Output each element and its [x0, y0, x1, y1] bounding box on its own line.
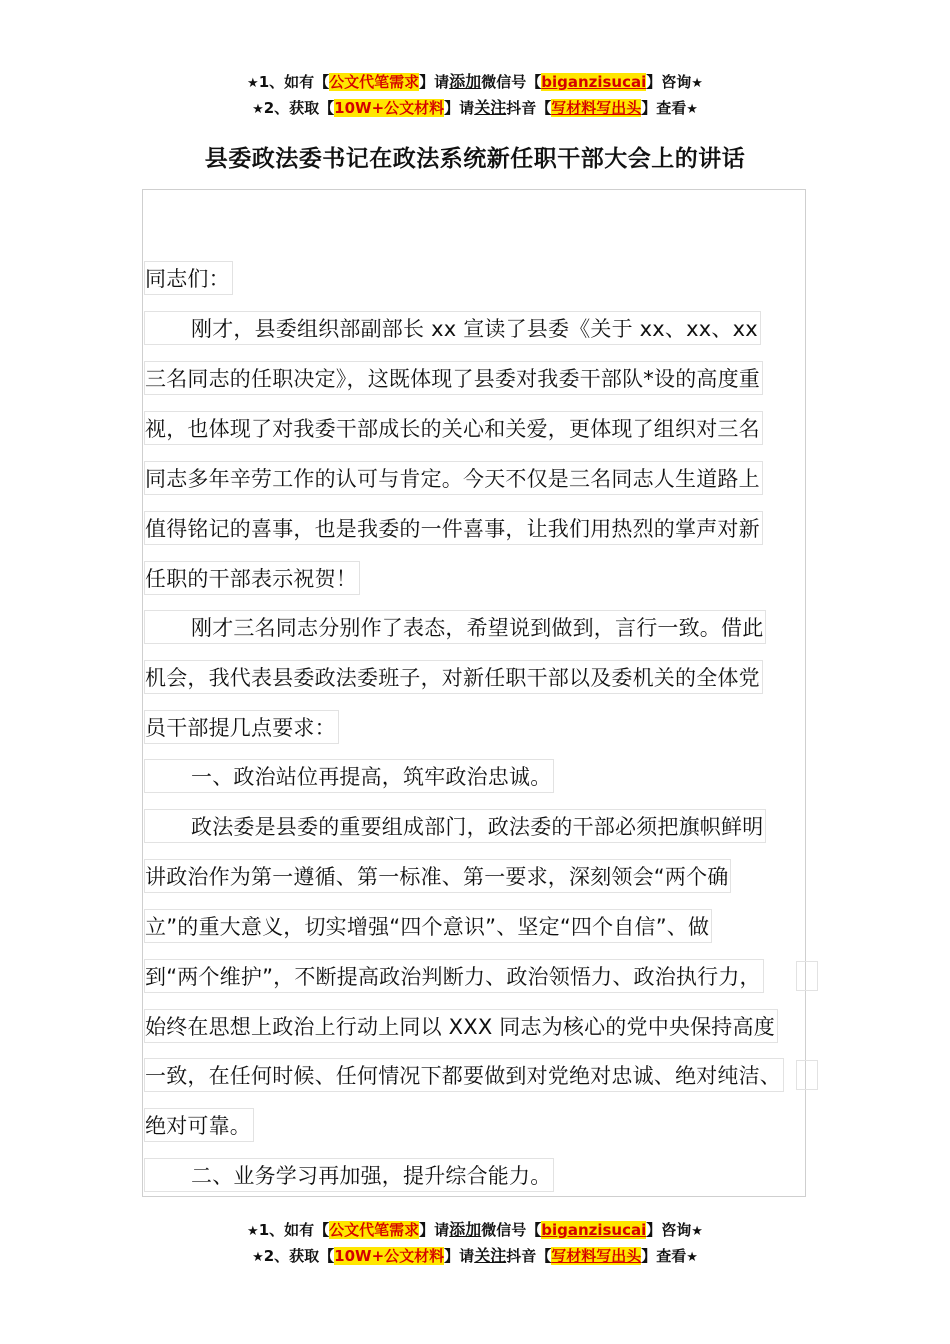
text-line: 刚才，县委组织部副部长 xx 宣读了县委《关于 xx、xx、xx: [144, 311, 761, 345]
text-line: 员干部提几点要求：: [144, 710, 339, 744]
promo-highlight: 写材料写出头: [551, 1247, 642, 1265]
text-line: 一致，在任何时候、任何情况下都要做到对党绝对忠诚、绝对纯洁、: [144, 1058, 784, 1092]
overflow-mark: [796, 961, 818, 991]
promo-text: 微信号【: [481, 73, 542, 91]
section-heading: 一、政治站位再提高，筑牢政治忠诚。: [144, 759, 554, 793]
star-icon: ★: [247, 76, 259, 91]
promo-underline: 关注: [474, 98, 507, 117]
promo-highlight: 10W+公文材料: [334, 1247, 445, 1265]
promo-text: 2、获取【: [263, 1247, 335, 1265]
promo-highlight: biganzisucai: [541, 1221, 647, 1239]
document-title: 县委政法委书记在政法系统新任职干部大会上的讲话: [204, 146, 746, 172]
promo-text: 抖音【: [506, 99, 552, 117]
promo-text: 】查看: [641, 99, 687, 117]
text-line: 任职的干部表示祝贺！: [144, 561, 360, 595]
promo-text: 抖音【: [506, 1247, 552, 1265]
star-icon: ★: [691, 1224, 703, 1239]
text-line: 始终在思想上政治上行动上同以 XXX 同志为核心的党中央保持高度: [144, 1009, 778, 1043]
text-line: 视，也体现了对我委干部成长的关心和关爱，更体现了组织对三名: [144, 411, 763, 445]
text-line: 到“两个维护”，不断提高政治判断力、政治领悟力、政治执行力，: [144, 959, 764, 993]
promo-text: 微信号【: [481, 1221, 542, 1239]
text-line: 机会，我代表县委政法委班子，对新任职干部以及委机关的全体党: [144, 660, 763, 694]
promo-underline: 添加: [449, 72, 482, 91]
promo-highlight: 公文代笔需求: [329, 73, 420, 91]
text-line: 三名同志的任职决定》，这既体现了县委对我委干部队*设的高度重: [144, 361, 763, 395]
star-icon: ★: [247, 1224, 259, 1239]
promo-text: 】查看: [641, 1247, 687, 1265]
promo-text: 】咨询: [646, 1221, 692, 1239]
promo-line-1: [0, 70, 950, 96]
star-icon: ★: [686, 102, 698, 117]
promo-banner-bottom: [0, 1218, 950, 1270]
promo-highlight: 10W+公文材料: [334, 99, 445, 117]
promo-highlight: biganzisucai: [541, 73, 647, 91]
text-line: 政法委是县委的重要组成部门，政法委的干部必须把旗帜鲜明: [144, 809, 766, 843]
promo-text: 】请: [419, 1221, 450, 1239]
text-line: 讲政治作为第一遵循、第一标准、第一要求，深刻领会“两个确: [144, 859, 731, 893]
text-line: 同志多年辛劳工作的认可与肯定。今天不仅是三名同志人生道路上: [144, 461, 763, 495]
promo-underline: 关注: [474, 1246, 507, 1265]
text-line: 同志们：: [144, 261, 233, 295]
promo-text: 2、获取【: [263, 99, 335, 117]
text-line: 刚才三名同志分别作了表态，希望说到做到，言行一致。借此: [144, 610, 766, 644]
promo-line-2: [0, 96, 950, 122]
promo-text: 】请: [444, 99, 475, 117]
promo-text: 】请: [444, 1247, 475, 1265]
promo-text: 】请: [419, 73, 450, 91]
promo-text: 1、如有【: [258, 1221, 330, 1239]
promo-line-1: [0, 1218, 950, 1244]
section-heading: 二、业务学习再加强，提升综合能力。: [144, 1158, 554, 1192]
promo-underline: 添加: [449, 1220, 482, 1239]
star-icon: ★: [691, 76, 703, 91]
star-icon: ★: [252, 102, 264, 117]
promo-highlight: 公文代笔需求: [329, 1221, 420, 1239]
text-line: 值得铭记的喜事，也是我委的一件喜事，让我们用热烈的掌声对新: [144, 511, 763, 545]
star-icon: ★: [686, 1250, 698, 1265]
promo-text: 】咨询: [646, 73, 692, 91]
text-line: 立”的重大意义，切实增强“四个意识”、坚定“四个自信”、做: [144, 909, 712, 943]
overflow-mark: [796, 1060, 818, 1090]
promo-banner-top: [0, 70, 950, 122]
promo-text: 1、如有【: [258, 73, 330, 91]
star-icon: ★: [252, 1250, 264, 1265]
promo-highlight: 写材料写出头: [551, 99, 642, 117]
text-line: 绝对可靠。: [144, 1108, 254, 1142]
promo-line-2: [0, 1244, 950, 1270]
